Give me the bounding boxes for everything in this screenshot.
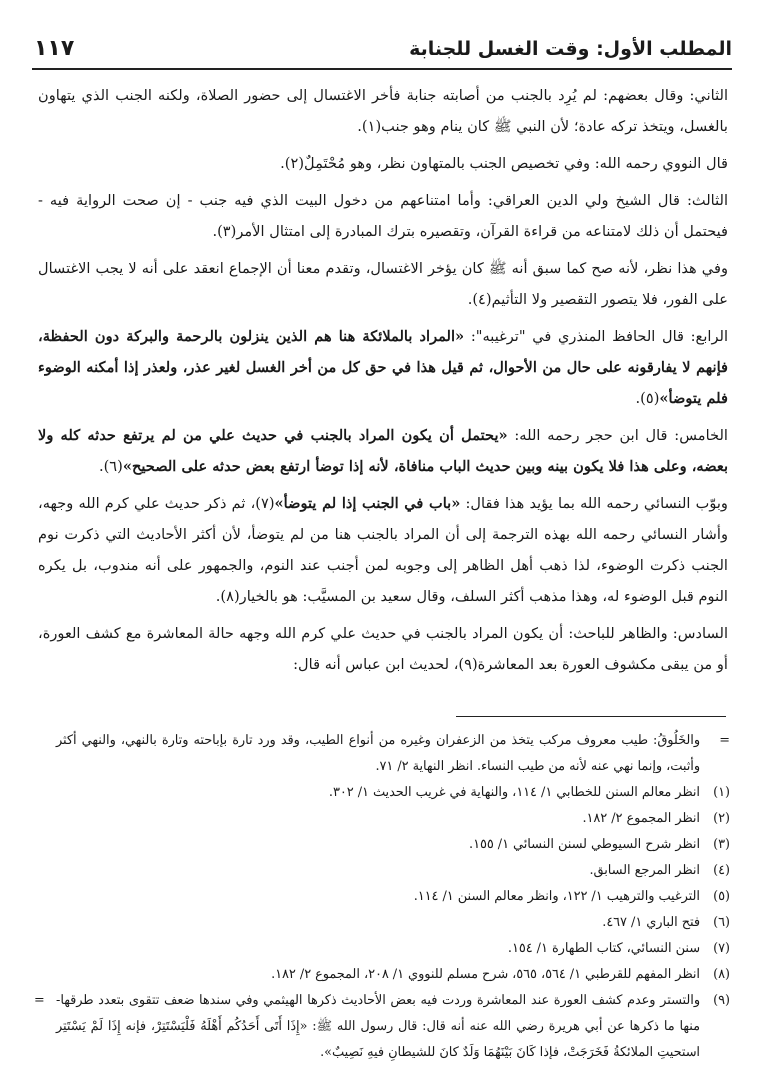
- footnote: [34, 910, 730, 936]
- footnote-text: فتح الباري ١/ ٤٦٧.: [602, 915, 700, 930]
- footnote-continuation: [34, 806, 56, 832]
- footnote-continuation: [34, 884, 56, 910]
- paragraph-lead: الخامس: قال ابن حجر رحمه الله:: [507, 427, 728, 444]
- footnote: [34, 780, 730, 806]
- footnote-continuation: [34, 832, 56, 858]
- footnote-continuation: [34, 936, 56, 962]
- paragraph-tail: (٦).: [98, 458, 123, 475]
- footnote-continuation: [34, 858, 56, 884]
- quotation: «يحتمل أن يكون المراد بالجنب في حديث علي من لم يرتفع حدثه كله ولا بعضه، وعلى هذا فلا يكون بينه وبين حديث الباب منافاة، لأنه إذا توضأ ارتفع بعض حدثه على الصحيح»: [38, 427, 728, 475]
- footnote: [34, 728, 730, 780]
- footnote-text: انظر معالم السنن للخطابي ١/ ١١٤، والنهاية في غريب الحديث ١/ ٣٠٢.: [328, 785, 700, 800]
- footnote-mark: (٣): [713, 837, 730, 852]
- footnote: [34, 962, 730, 988]
- paragraph: قال النووي رحمه الله: وفي تخصيص الجنب بالمتهاون نظر، وهو مُحْتَمِلٌ(٢).: [280, 155, 728, 172]
- paragraph-tail: (٥).: [635, 390, 660, 407]
- footnote-mark: (١): [713, 785, 730, 800]
- footnote-mark: =: [719, 733, 730, 748]
- footnote-continuation: =: [34, 993, 45, 1008]
- footnote-text: الترغيب والترهيب ١/ ١٢٢، وانظر معالم السنن ١/ ١١٤.: [413, 889, 700, 904]
- footnote-mark: (٢): [713, 811, 730, 826]
- footnote-mark: (٦): [713, 915, 730, 930]
- footnote: [34, 832, 730, 858]
- footnote: [34, 858, 730, 884]
- paragraph-lead: وبوّب النسائي رحمه الله بما يؤيد هذا فقال:: [460, 495, 728, 512]
- footnote-continuation: [34, 728, 56, 780]
- paragraph: [38, 488, 728, 612]
- footnote-text: انظر المفهم للقرطبي ١/ ٥٦٤، ٥٦٥، شرح مسلم للنووي ١/ ٢٠٨، المجموع ٢/ ١٨٢.: [271, 967, 700, 982]
- footnotes: [34, 728, 730, 1066]
- footnote-text: والتستر وعدم كشف العورة عند المعاشرة وردت فيه بعض الأحاديث ذكرها الهيثمي وفي سندها ضعف تتقوى بتعدد طرقها- منها ما ذكرها عن أبي هريرة رضي الله عنه أنه قال: قال رسول الله ﷺ: «إِذَا أَتَى أَحَدُكُم أَهْلَهُ فَلْيَسْتَتِرْ، فإنه إِذَا لَمْ يَسْتَتِر استحيتِ الملائكةُ فَخَرَجَتْ، فإذا كَانَ بَيْنَهُمَا وَلَدٌ كانَ للشيطانِ فيهِ نَصِيبٌ».: [56, 993, 700, 1060]
- paragraph: الثالث: قال الشيخ ولي الدين العراقي: وأما امتناعهم من دخول البيت الذي فيه جنب - إن صحت الرواية فيه - فيحتمل أن ذلك لامتناعه من قراءة القرآن، وتقصيره بترك المبادرة إلى امتثال الأمر(٣).: [38, 192, 728, 240]
- paragraph-tail: (٧)، ثم ذكر حديث علي كرم الله وجهه، وأشار النسائي رحمه الله بهذه الترجمة إلى أن المراد بالجنب هنا من لم يتوضأ، لأن أكثر الأحاديث التي ذكرت نوم الجنب ذكرت الوضوء، لذا ذهب أهل الظاهر إلى وجوبه لمن أجنب عند النوم، والجمهور على أنه مندوب، بل يكره النوم قبل الوضوء له، وهذا مذهب أكثر السلف، وقال سعيد بن المسيَّب: هو بالخيار(٨).: [38, 495, 728, 605]
- footnote: [34, 806, 730, 832]
- footnote-text: انظر المجموع ٢/ ١٨٢.: [582, 811, 700, 826]
- quotation: «المراد بالملائكة هنا هم الذين ينزلون بالرحمة والبركة دون الحفظة، فإنهم لا يفارقونه على حال من الأحوال، ثم قيل هذا في حق كل من أخر الغسل لغير عذر، ولعذر إذا أمكنه الوضوء فلم يتوضأ»: [38, 328, 728, 407]
- footnote: [34, 988, 730, 1066]
- footnote-mark: (٧): [713, 941, 730, 956]
- quotation: «باب في الجنب إذا لم يتوضأ»: [274, 495, 461, 512]
- footnote-mark: (٩): [713, 993, 730, 1008]
- footnote-continuation: [34, 910, 56, 936]
- footnote-text: انظر المرجع السابق.: [589, 863, 700, 878]
- footnote-divider: [456, 716, 726, 717]
- paragraph: وفي هذا نظر، لأنه صح كما سبق أنه ﷺ كان يؤخر الاغتسال، وتقدم معنا أن الإجماع انعقد على أنه لا يجب الاغتسال على الفور، فلا يتصور التقصير ولا التأثيم(٤).: [38, 260, 728, 308]
- footnote-mark: (٥): [713, 889, 730, 904]
- footnote-mark: (٨): [713, 967, 730, 982]
- footnote-mark: (٤): [713, 863, 730, 878]
- paragraph: الثاني: وقال بعضهم: لم يُرِد بالجنب من أصابته جنابة فأخر الاغتسال إلى حضور الصلاة، ولكنه الجنب الذي يتهاون بالغسل، ويتخذ تركه عادة؛ لأن النبي ﷺ كان ينام وهو جنب(١).: [38, 87, 728, 135]
- footnote: [34, 884, 730, 910]
- running-title: المطلب الأول: وقت الغسل للجنابة: [409, 38, 732, 60]
- footnote-text: والخَلُوقُ: طيب معروف مركب يتخذ من الزعفران وغيره من أنواع الطيب، وقد ورد تارة بإباحته وتارة بالنهي، والنهي أكثر وأثبت، وإنما نهي عنه لأنه من طيب النساء. انظر النهاية ٢/ ٧١.: [56, 733, 700, 774]
- paragraph: السادس: والظاهر للباحث: أن يكون المراد بالجنب في حديث علي كرم الله وجهه حالة المعاشرة مع كشف العورة، أو من يبقى مكشوف العورة بعد المعاشرة(٩)، لحديث ابن عباس أنه قال:: [38, 625, 728, 673]
- footnote-text: سنن النسائي، كتاب الطهارة ١/ ١٥٤.: [507, 941, 700, 956]
- main-text: [38, 80, 728, 686]
- footnote-continuation: [34, 780, 56, 806]
- paragraph: [38, 321, 728, 414]
- footnote-text: انظر شرح السيوطي لسنن النسائي ١/ ١٥٥.: [469, 837, 700, 852]
- footnote: [34, 936, 730, 962]
- paragraph-lead: الرابع: قال الحافظ المنذري في "ترغيبه":: [464, 328, 728, 345]
- page-header: [32, 36, 732, 70]
- page-number: ١١٧: [34, 36, 75, 61]
- footnote-continuation: [34, 962, 56, 988]
- paragraph: [38, 420, 728, 482]
